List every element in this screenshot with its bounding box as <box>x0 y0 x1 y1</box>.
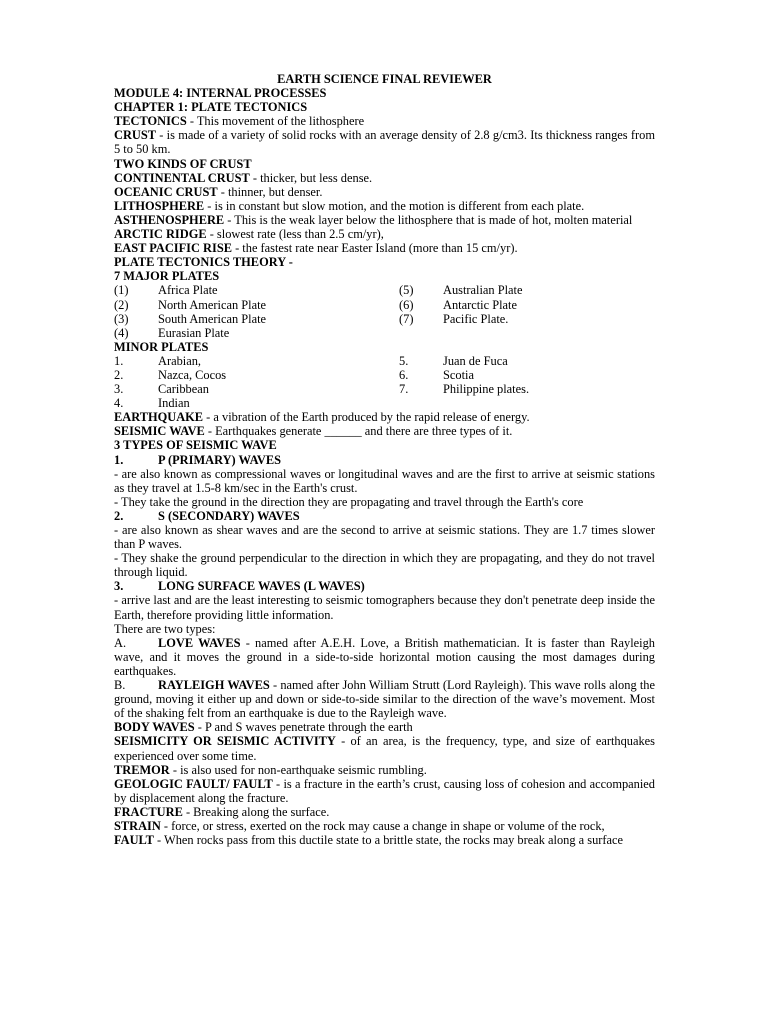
seismicity-entry <box>114 734 655 762</box>
item-number: 2. <box>114 367 124 382</box>
major-plates-right <box>399 283 655 339</box>
l-wave-text-1: - arrive last and are the least interesting to seismic tomographers because they don't penetrate deep inside the Earth, therefore providing little information. <box>114 593 655 622</box>
fault-entry <box>114 833 655 847</box>
definition: - the fastest rate near Easter Island (more than 15 cm/yr). <box>231 241 518 256</box>
list-item <box>399 354 655 368</box>
definition: - force, or stress, exerted on the rock may cause a change in shape or volume of the rock, <box>160 818 605 833</box>
reviewer-page <box>114 72 655 847</box>
list-item <box>114 312 399 326</box>
definition: - is a fracture in the earth’s crust, causing loss of cohesion and accompanied by displacement along the fracture. <box>114 776 655 805</box>
body-waves-entry <box>114 720 655 734</box>
list-item <box>114 354 399 368</box>
term: FRACTURE <box>114 804 183 819</box>
theory-heading: PLATE TECTONICS THEORY - <box>114 255 293 270</box>
list-item <box>114 368 399 382</box>
seismic-wave-entry <box>114 424 655 438</box>
item-letter: A. <box>114 635 127 650</box>
three-types-heading: 3 TYPES OF SEISMIC WAVE <box>114 438 277 453</box>
definition: - When rocks pass from this ductile state to a brittle state, the rocks may break along a surface <box>153 833 624 848</box>
item-text: Philippine plates. <box>443 382 530 397</box>
definition: - named after John William Strutt (Lord Rayleigh). This wave rolls along the ground, moving it either up and down or side-to-side similar to the direction of the wave’s movement. Most of the shaking felt from an earthquake is due to the Rayleigh wave. <box>114 678 655 721</box>
term: STRAIN <box>114 818 161 833</box>
major-plates-left <box>114 283 399 339</box>
geologic-fault-entry <box>114 777 655 805</box>
list-item <box>114 326 399 340</box>
term: BODY WAVES <box>114 720 195 735</box>
definition: - thinner, but denser. <box>217 184 323 199</box>
term: CRUST <box>114 128 156 143</box>
doc-title: EARTH SCIENCE FINAL REVIEWER <box>277 72 492 86</box>
section-title: P (PRIMARY) WAVES <box>158 452 282 467</box>
definition: - is made of a variety of solid rocks with an average density of 2.8 g/cm3. Its thickness ranges from 5 to 50 km. <box>114 128 655 157</box>
definition: - This movement of the lithosphere <box>186 114 365 129</box>
item-letter: B. <box>114 678 126 693</box>
item-number: 5. <box>399 353 409 368</box>
item-number: 6. <box>399 367 409 382</box>
minor-plates-heading: MINOR PLATES <box>114 339 209 354</box>
s-wave-text-1: - are also known as shear waves and are the second to arrive at seismic stations. They are 1.7 times slower than P waves. <box>114 523 655 552</box>
definition: - slowest rate (less than 2.5 cm/yr), <box>206 227 384 242</box>
tremor-entry <box>114 763 655 777</box>
item-text: Africa Plate <box>158 283 218 298</box>
item-text: Scotia <box>443 367 474 382</box>
definition: - Earthquakes generate ______ and there are three types of it. <box>204 424 513 439</box>
definition: - is also used for non-earthquake seismic rumbling. <box>169 762 427 777</box>
item-number: 2. <box>114 508 124 523</box>
item-number: (6) <box>399 297 414 312</box>
term: ARCTIC RIDGE <box>114 227 207 242</box>
chapter-heading: CHAPTER 1: PLATE TECTONICS <box>114 100 308 115</box>
section-title: S (SECONDARY) WAVES <box>158 508 300 523</box>
list-item <box>114 298 399 312</box>
item-number: (7) <box>399 311 414 326</box>
item-text: Eurasian Plate <box>158 325 230 340</box>
minor-plates-left <box>114 354 399 410</box>
section-title: LONG SURFACE WAVES (L WAVES) <box>158 579 365 594</box>
s-wave-heading <box>114 509 655 523</box>
list-item <box>399 312 655 326</box>
term: LITHOSPHERE <box>114 198 205 213</box>
minor-plates-list <box>114 354 655 410</box>
item-text: South American Plate <box>158 311 267 326</box>
term: EAST PACIFIC RISE <box>114 241 232 256</box>
p-wave-heading <box>114 453 655 467</box>
definition: - P and S waves penetrate through the earth <box>194 720 413 735</box>
tectonics-entry <box>114 114 655 128</box>
term: TREMOR <box>114 762 170 777</box>
item-text: North American Plate <box>158 297 267 312</box>
strain-entry <box>114 819 655 833</box>
item-text: Juan de Fuca <box>443 353 508 368</box>
term: EARTHQUAKE <box>114 410 204 425</box>
term: OCEANIC CRUST <box>114 184 218 199</box>
definition: - is in constant but slow motion, and the motion is different from each plate. <box>204 198 585 213</box>
item-number: (1) <box>114 283 129 298</box>
definition: - Breaking along the surface. <box>182 804 330 819</box>
list-item <box>399 298 655 312</box>
term: RAYLEIGH WAVES <box>158 678 270 693</box>
earthquake-entry <box>114 410 655 424</box>
module-heading: MODULE 4: INTERNAL PROCESSES <box>114 86 327 101</box>
term: ASTHENOSPHERE <box>114 212 225 227</box>
l-wave-text-2: There are two types: <box>114 621 216 636</box>
item-number: (2) <box>114 297 129 312</box>
item-text: Indian <box>158 396 190 411</box>
item-number: 1. <box>114 353 124 368</box>
list-item <box>399 382 655 396</box>
minor-plates-right <box>399 354 655 410</box>
list-item <box>114 396 399 410</box>
item-text: Arabian, <box>158 353 202 368</box>
east-pacific-entry <box>114 241 655 255</box>
item-text: Nazca, Cocos <box>158 367 227 382</box>
list-item <box>399 283 655 297</box>
rayleigh-waves-entry <box>114 678 655 720</box>
arctic-entry <box>114 227 655 241</box>
item-text: Caribbean <box>158 382 209 397</box>
item-number: (5) <box>399 283 414 298</box>
item-number: 3. <box>114 382 124 397</box>
term: GEOLOGIC FAULT/ FAULT <box>114 776 273 791</box>
p-wave-text-2: - They take the ground in the direction they are propagating and travel through the Earth's core <box>114 494 584 509</box>
love-waves-entry <box>114 636 655 678</box>
list-item <box>114 283 399 297</box>
lithosphere-entry <box>114 199 655 213</box>
s-wave-text-2: - They shake the ground perpendicular to the direction in which they are propagating, and they do not travel through liquid. <box>114 551 655 580</box>
item-number: (4) <box>114 325 129 340</box>
term: LOVE WAVES <box>158 635 241 650</box>
two-kinds-heading: TWO KINDS OF CRUST <box>114 156 252 171</box>
continental-entry <box>114 171 655 185</box>
item-text: Pacific Plate. <box>443 311 509 326</box>
term: TECTONICS <box>114 114 187 129</box>
item-number: 1. <box>114 452 124 467</box>
term: SEISMIC WAVE <box>114 424 205 439</box>
item-number: 7. <box>399 382 409 397</box>
major-plates-heading: 7 MAJOR PLATES <box>114 269 220 284</box>
item-number: 3. <box>114 579 124 594</box>
item-number: (3) <box>114 311 129 326</box>
asthenosphere-entry <box>114 213 655 227</box>
list-item <box>114 382 399 396</box>
item-text: Australian Plate <box>443 283 523 298</box>
term: FAULT <box>114 833 154 848</box>
item-text: Antarctic Plate <box>443 297 517 312</box>
term: SEISMICITY OR SEISMIC ACTIVITY <box>114 734 336 749</box>
definition: - thicker, but less dense. <box>249 170 373 185</box>
term: CONTINENTAL CRUST <box>114 170 250 185</box>
list-item <box>399 368 655 382</box>
l-wave-heading <box>114 579 655 593</box>
fracture-entry <box>114 805 655 819</box>
major-plates-list <box>114 283 655 339</box>
definition: - a vibration of the Earth produced by the rapid release of energy. <box>203 410 530 425</box>
oceanic-entry <box>114 185 655 199</box>
definition: - of an area, is the frequency, type, and size of earthquakes experienced over some time. <box>114 734 655 763</box>
p-wave-text-1: - are also known as compressional waves or longitudinal waves and are the first to arrive at seismic stations as they travel at 1.5-8 km/sec in the Earth's crust. <box>114 466 655 495</box>
crust-entry <box>114 128 655 156</box>
definition: - named after A.E.H. Love, a British mathematician. It is faster than Rayleigh wave, and it moves the ground in a side-to-side horizontal motion causing the most damages during earthquakes. <box>114 635 655 678</box>
item-number: 4. <box>114 396 124 411</box>
definition: - This is the weak layer below the lithosphere that is made of hot, molten material <box>224 212 633 227</box>
